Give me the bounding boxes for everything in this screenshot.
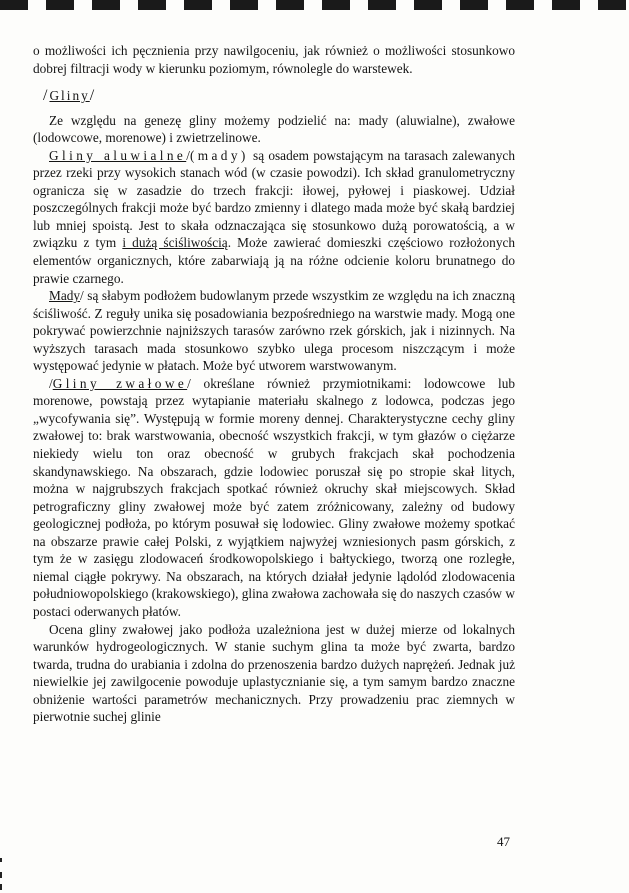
term-till-mark-left: / bbox=[49, 375, 53, 391]
page-body bbox=[33, 42, 515, 726]
term-mady-mark: / bbox=[80, 288, 84, 304]
paragraph-assessment: Ocena gliny zwałowej jako podłoża uzależniona jest w dużej mierze od lokalnych warunków hydrogeologicznych. W stanie suchym glina ta może być zwarta, bardzo twarda, trudna do urabiania i zdolna do przenoszenia bardzo dużych naprężeń. Jednak już niewielkie jej zawilgocenie powoduje uplastycznianie się, a tym samym bardzo znaczne obniżenie wartości parametrów mechanicznych. Przy prowadzeniu prac ziemnych w pierwotnie suchej glinie bbox=[33, 621, 515, 725]
top-border-rule bbox=[0, 0, 629, 10]
till-text: określane również przymiotnikami: lodowcowe lub morenowe, powstają przez wytapianie materiału skalnego z lodowca, podczas jego „wycofywania się”. Występują w formie moreny dennej. Charakterystyczne cechy gliny zwałowej to: brak warstwowania, obecność wszystkich frakcji, w tym głazów o ciężarze niekiedy wielu ton oraz obecność w grubych frakcjach skał pochodzenia skandynawskiego. Na obszarach, gdzie lodowiec poruszał się po stropie skał litych, można w najgrubszych frakcjach spotkać również okruchy skał miejscowych. Skład petrograficzny gliny zwałowej może być zatem zróżnicowany, zależny od budowy geologicznej podłoża, po którym posuwał się lodowiec. Gliny zwałowe możemy spotkać na obszarze prawie całej Polski, z wyjątkiem najwyżej wzniesionych pasm górskich, z tym że w zasięgu zlodowaceń środkowopolskiego i bałtyckiego, tworzą one rozległe, niemal ciągłe pokrywy. Na obszarach, na których działał jedynie lądolód zlodowacenia południowopolskiego (krakowskiego), glina zwałowa zachowała się do naszych czasów w postaci oderwanych płatów. bbox=[33, 375, 515, 619]
heading-slash-right: / bbox=[89, 87, 97, 105]
section-heading bbox=[43, 87, 96, 105]
paragraph-till bbox=[33, 375, 515, 621]
alluvial-text: są osadem powstającym na tarasach zalewanych przez rzeki przy wysokich stanach wód (w czasie powodzi). Ich skład granulometryczny ogranicza się w zasadzie do trzech frakcji: iłowej, pyłowej i piaskowej. Udział poszczególnych frakcji może być bardzo zmienny i dlatego mada może być skałą bardziej lub mniej spoistą. Jest to skała odznaczająca się stosunkowo dużą porowatością, a w związku z tym bbox=[33, 147, 515, 251]
mady-text: są słabym podłożem budowlanym przede wszystkim ze względu na ich znaczną ściśliwość. Z reguły unika się posadowiania bezpośredniego na warstwie mady. Mogą one pokrywać powierzchnie najniższych tarasów zarówno rzek górskich, jak i nizinnych. Na wyższych tarasach mada stosunkowo szybko ulega procesom niszczącym i może występować jedynie w płatach. Może być utworem warstwowanym. bbox=[33, 288, 515, 374]
margin-mark bbox=[0, 884, 2, 890]
paragraph-alluvial bbox=[33, 147, 515, 287]
alluvial-emphasis: i dużą ściśliwością bbox=[122, 235, 228, 251]
term-till-mark-right: / bbox=[187, 375, 191, 391]
term-alluvial-alias: (mady) bbox=[189, 147, 249, 163]
margin-mark bbox=[0, 872, 2, 878]
margin-mark bbox=[0, 858, 2, 862]
term-till: Gliny zwałowe bbox=[52, 375, 188, 391]
alluvial-text-end: . Może zawierać domieszki częściowo rozłożonych elementów organicznych, które zabarwiają ją na różne odcienie koloru brunatnego do prawie czarnego. bbox=[33, 235, 516, 286]
page-number: 47 bbox=[497, 834, 510, 849]
term-mady: Mady bbox=[49, 288, 81, 304]
term-alluvial: Gliny aluwialne bbox=[49, 147, 187, 163]
heading-text: Gliny bbox=[49, 88, 90, 104]
heading-slash-left: / bbox=[43, 87, 50, 105]
term-alluvial-mark: / bbox=[186, 147, 190, 163]
paragraph-mady bbox=[33, 287, 515, 375]
intro-paragraph: o możliwości ich pęcznienia przy nawilgoceniu, jak również o możliwości stosunkowo dobrej filtracji wody w kierunku poziomym, równolegle do warstewek. bbox=[33, 43, 515, 76]
paragraph-genesis: Ze względu na genezę gliny możemy podzielić na: mady (aluwialne), zwałowe (lodowcowe, morenowe) i zwietrzelinowe. bbox=[33, 112, 515, 146]
